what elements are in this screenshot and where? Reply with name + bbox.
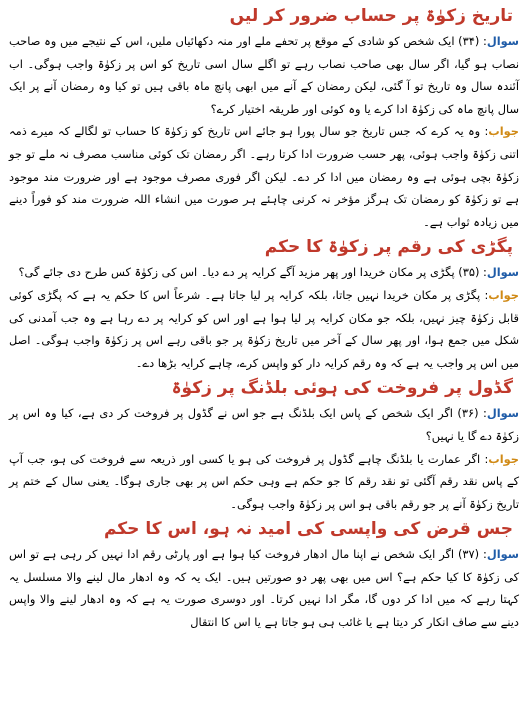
question-label: سوال <box>486 34 519 48</box>
question-paragraph <box>9 543 519 633</box>
question-paragraph <box>9 261 519 284</box>
question-paragraph <box>9 30 519 120</box>
question-text: : (۳۶) اگر ایک شخص کے پاس ایک بلڈنگ ہے جو اس نے گڈول پر فروخت کر دی ہے، کیا وہ اس پر زکوٰۃ دے گا یا نہیں؟ <box>9 406 519 443</box>
answer-label: جواب <box>488 124 519 139</box>
answer-paragraph <box>9 284 519 374</box>
section-heading: گڈول پر فروخت کی ہوئی بلڈنگ پر زکوٰۃ <box>171 378 513 399</box>
answer-text: : پگڑی پر مکان خریدا نہیں جاتا، بلکہ کرایہ پر لیا جاتا ہے۔ شرعاً اس کا حکم یہ ہے کہ پگڑی کوئی قابل زکوٰۃ چیز نہیں، بلکہ جو مکان کرایہ پر لیا ہوا ہے اور اس کو کرایہ پر دے رہا ہے وہ جب آمدنی کی شکل میں جمع ہوا، اور پھر سال کے آخر میں تاریخ زکوٰۃ پر جو باقی رہے اس پر زکوٰۃ واجب ہوگی۔ اصل میں اس پر واجب یہ ہے کہ وہ رقم کرایہ دار کو واپس کرے، چاہے کرایہ بڑھا دے۔ <box>9 287 519 370</box>
answer-paragraph <box>9 448 519 516</box>
answer-paragraph <box>9 120 519 233</box>
answer-text: : وہ یہ کرے کہ جس تاریخ جو سال پورا ہو جائے اس تاریخ کو زکوٰۃ کا حساب تو لگالے کہ میرے ذمہ اتنی زکوٰۃ واجب ہوئی، پھر حسب ضرورت ادا کرتا رہے۔ اگر رمضان تک کوئی مناسب مصرف نہ ملے تو جو زکوٰۃ بچی ہوئی ہے وہ رمضان میں ادا کر دے۔ لیکن اگر فوری مصرف موجود ہے اور ضرورت مند موجود ہے تو زکوٰۃ کو رمضان تک ہرگز مؤخر نہ کرنی چاہئے ہر صورت میں انشاء اللہ ضرورت مند کو فوراً دینے میں زیادہ ثواب ہے۔ <box>9 124 519 229</box>
section-heading: جس قرض کی واپسی کی امید نہ ہو، اس کا حکم <box>103 519 513 540</box>
section-heading: پگڑی کی رقم پر زکوٰۃ کا حکم <box>264 237 513 258</box>
answer-label: جواب <box>488 287 519 302</box>
question-text: : (۳۴) ایک شخص کو شادی کے موقع پر تحفے ملے اور منہ دکھائیاں ملیں، اس کے نتیجے میں وہ صاحب نصاب ہو گیا، اگر سال بھی صاحب نصاب رہے تو اگلے سال اسی تاریخ کو اس پر زکوٰۃ واجب ہوگی۔ اب آئندہ سال وہ تاریخ تو آ گئی، لیکن رمضان کے آنے میں ابھی پانچ ماہ باقی ہیں تو کیا وہ رمضان آنے پر ایک سال پانچ ماہ کی زکوٰۃ ادا کرے یا وہ کوئی اور طریقہ اختیار کرے؟ <box>9 34 519 116</box>
question-label: سوال <box>486 265 519 280</box>
question-label: سوال <box>486 547 519 562</box>
question-label: سوال <box>486 406 519 421</box>
section-heading: تاریخ زکوٰۃ پر حساب ضرور کر لیں <box>229 6 513 26</box>
question-text: : (۳۵) پگڑی پر مکان خریدا اور پھر مزید آگے کرایہ پر دے دیا۔ اس کی زکوٰۃ کس طرح دی جائے گی؟ <box>18 265 487 280</box>
answer-text: : اگر عمارت یا بلڈنگ چاہے گڈول پر فروخت کی ہو یا کسی اور ذریعہ سے فروخت کی ہو، جب آپ کے پاس نقد رقم آگئی تو نقد رقم کا جو حکم ہے وہی حکم اس پر بھی جاری ہوگا۔ یعنی سال کے ختم پر تاریخ زکوٰۃ آنے پر جو رقم باقی ہو اس پر زکوٰۃ واجب ہوگی۔ <box>9 451 519 511</box>
question-paragraph <box>9 402 519 447</box>
answer-label: جواب <box>488 451 519 466</box>
question-text: : (۳۷) اگر ایک شخص نے اپنا مال ادھار فروخت کیا ہوا ہے اور پارٹی رقم ادا نہیں کر رہی ہے تو اس کی زکوٰۃ کا کیا حکم ہے؟ اس میں بھی پھر دو صورتیں ہیں۔ ایک یہ کہ وہ ادھار مال لینے والا مسلسل یہ کہتا رہے کہ میں ادا کر دوں گا، مگر ادا نہیں کرتا۔ اور دوسری صورت یہ ہے کہ وہ ادھار لینے والا واپس دینے سے صاف انکار کر دیتا ہے یا غائب ہی ہو جاتا ہے یا اس کا انتقال <box>9 547 519 630</box>
